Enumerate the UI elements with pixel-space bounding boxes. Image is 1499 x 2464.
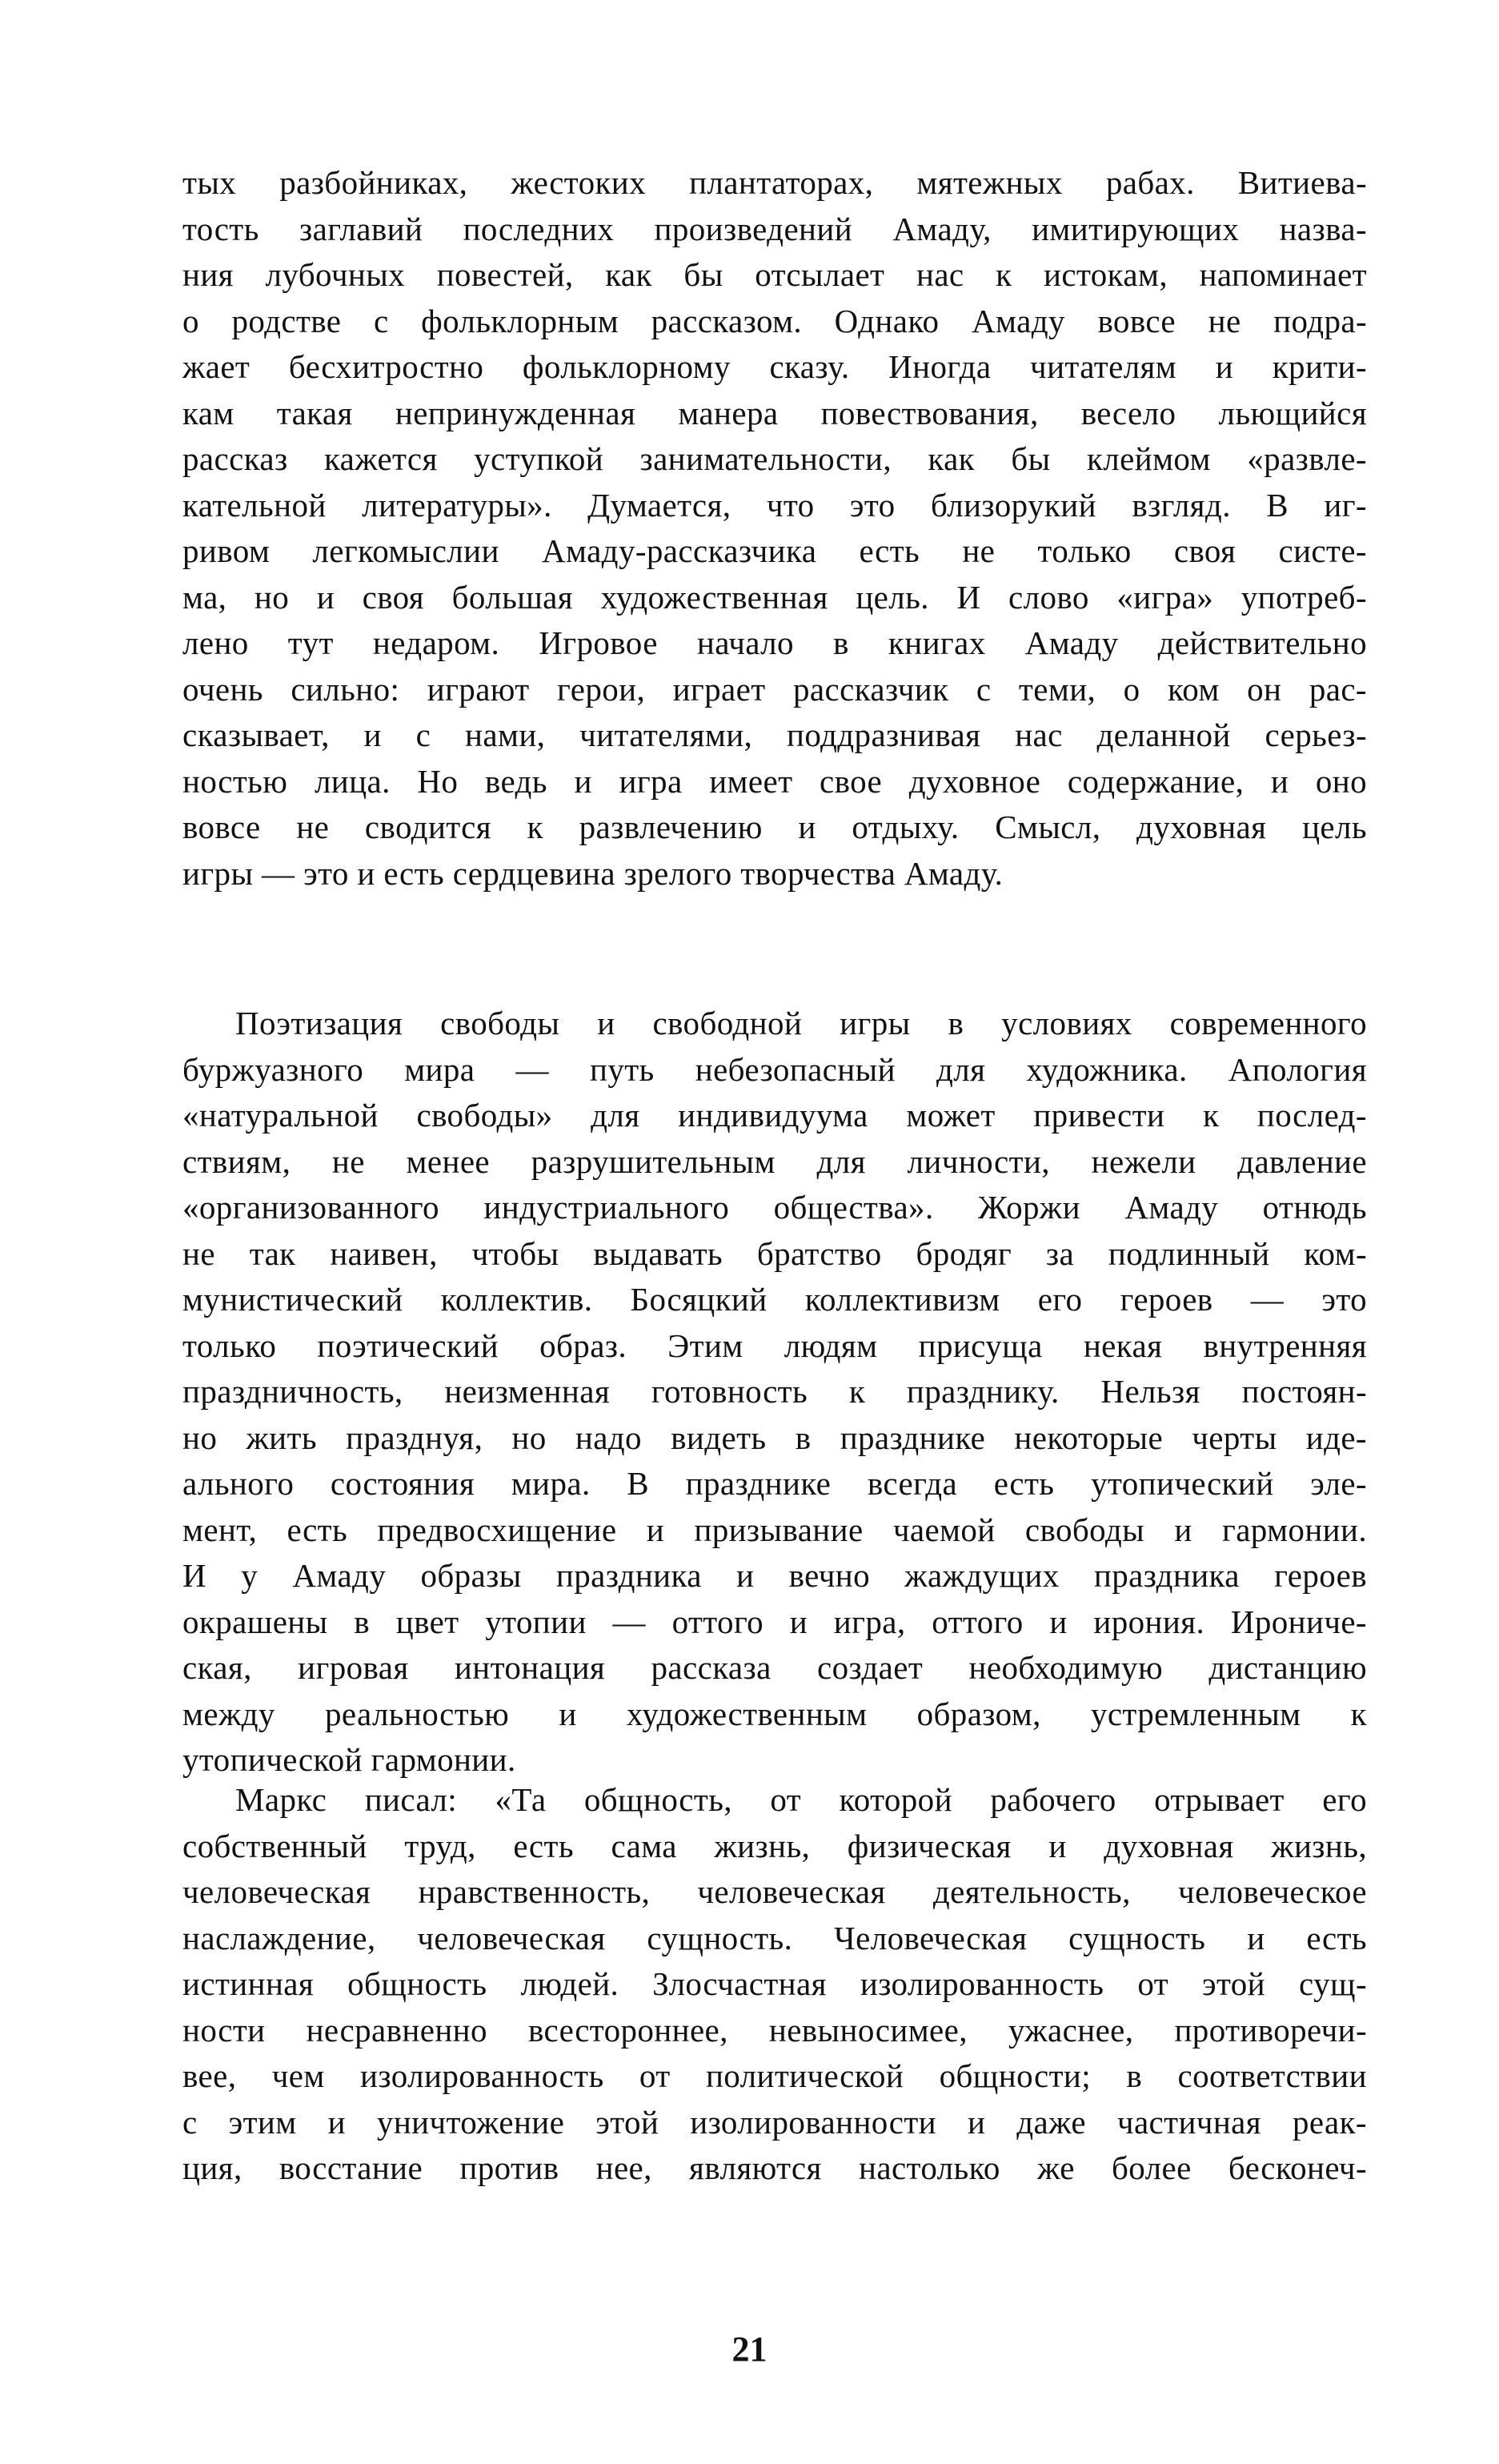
text-line: утопической гармонии. <box>182 1741 516 1778</box>
text-line: «натуральной свободы» для индивидуума может привести к послед- <box>182 1097 1367 1134</box>
text-line: Маркс писал: «Та общность, от которой рабочего отрывает его <box>235 1781 1367 1818</box>
paragraph-3 <box>182 1777 1367 2192</box>
text-line: мунистический коллектив. Босяцкий коллективизм его героев — это <box>182 1281 1367 1318</box>
text-line: ма, но и своя большая художественная цель. И слово «игра» употреб- <box>182 578 1367 616</box>
text-line: мент, есть предвосхищение и призывание чаемой свободы и гармонии. <box>182 1511 1367 1548</box>
text-line: ности несравненно всестороннее, невыносимее, ужаснее, противоречи- <box>182 2011 1367 2049</box>
text-line: буржуазного мира — путь небезопасный для художника. Апология <box>182 1050 1367 1088</box>
text-line: Поэтизация свободы и свободной игры в условиях современного <box>235 1005 1367 1041</box>
text-line: ального состояния мира. В празднике всегда есть утопический эле- <box>182 1465 1367 1502</box>
text-line: вовсе не сводится к развлечению и отдыху. Смысл, духовная цель <box>182 809 1367 845</box>
text-line: с этим и уничтожение этой изолированности и даже частичная реак- <box>182 2103 1367 2141</box>
text-line: очень сильно: играют герои, играет рассказчик с теми, о ком он рас- <box>182 670 1367 708</box>
text-line: но жить празднуя, но надо видеть в празднике некоторые черты иде- <box>182 1419 1367 1456</box>
text-line: о родстве с фольклорным рассказом. Однако Амаду вовсе не подра- <box>182 302 1367 339</box>
text-line: человеческая нравственность, человеческая деятельность, человеческое <box>182 1873 1367 1910</box>
text-line: окрашены в цвет утопии — оттого и игра, оттого и ирония. Ирониче- <box>182 1603 1367 1640</box>
text-line: наслаждение, человеческая сущность. Человеческая сущность и есть <box>182 1919 1367 1956</box>
text-line: только поэтический образ. Этим людям присуща некая внутренняя <box>182 1326 1367 1364</box>
text-line: тых разбойниках, жестоких плантаторах, мятежных рабах. Витиева- <box>182 164 1367 201</box>
text-line: ция, восстание против нее, являются настолько же более бесконеч- <box>182 2149 1367 2186</box>
text-line: ривом легкомыслии Амаду-рассказчика есть не только своя систе- <box>182 532 1367 569</box>
text-line: рассказ кажется уступкой занимательности, как бы клеймом «развле- <box>182 440 1367 477</box>
page-number: 21 <box>731 2330 768 2369</box>
text-line: кам такая непринужденная манера повествования, весело льющийся <box>182 394 1367 431</box>
text-line: между реальностью и художественным образом, устремленным к <box>182 1695 1367 1732</box>
text-line: праздничность, неизменная готовность к празднику. Нельзя постоян- <box>182 1373 1367 1410</box>
text-line: ствиям, не менее разрушительным для личности, нежели давление <box>182 1142 1367 1180</box>
text-line: кательной литературы». Думается, что это близорукий взгляд. В иг- <box>182 486 1367 524</box>
text-line: жает бесхитростно фольклорному сказу. Иногда читателям и крити- <box>182 348 1367 385</box>
text-line: ния лубочных повестей, как бы отсылает нас к истокам, напоминает <box>182 256 1367 293</box>
text-line: вее, чем изолированность от политической общности; в соответствии <box>182 2057 1367 2094</box>
text-line: не так наивен, чтобы выдавать братство бродяг за подлинный ком- <box>182 1234 1367 1272</box>
paragraph-2 <box>182 1001 1367 1784</box>
text-line: ская, игровая интонация рассказа создает необходимую дистанцию <box>182 1649 1367 1686</box>
text-line: ностью лица. Но ведь и игра имеет свое духовное содержание, и оно <box>182 762 1367 800</box>
text-line: сказывает, и с нами, читателями, поддразнивая нас деланной серьез- <box>182 716 1367 753</box>
text-line: игры — это и есть сердцевина зрелого творчества Амаду. <box>182 854 1004 892</box>
text-line: собственный труд, есть сама жизнь, физическая и духовная жизнь, <box>182 1827 1367 1864</box>
text-line: тость заглавий последних произведений Амаду, имитирующих назва- <box>182 210 1367 247</box>
text-line: истинная общность людей. Злосчастная изолированность от этой сущ- <box>182 1965 1367 2002</box>
text-line: лено тут недаром. Игровое начало в книгах Амаду действительно <box>182 624 1367 661</box>
text-line: И у Амаду образы праздника и вечно жаждущих праздника героев <box>182 1557 1367 1594</box>
text-line: «организованного индустриального общества». Жоржи Амаду отнюдь <box>182 1189 1367 1226</box>
paragraph-1 <box>182 160 1367 897</box>
